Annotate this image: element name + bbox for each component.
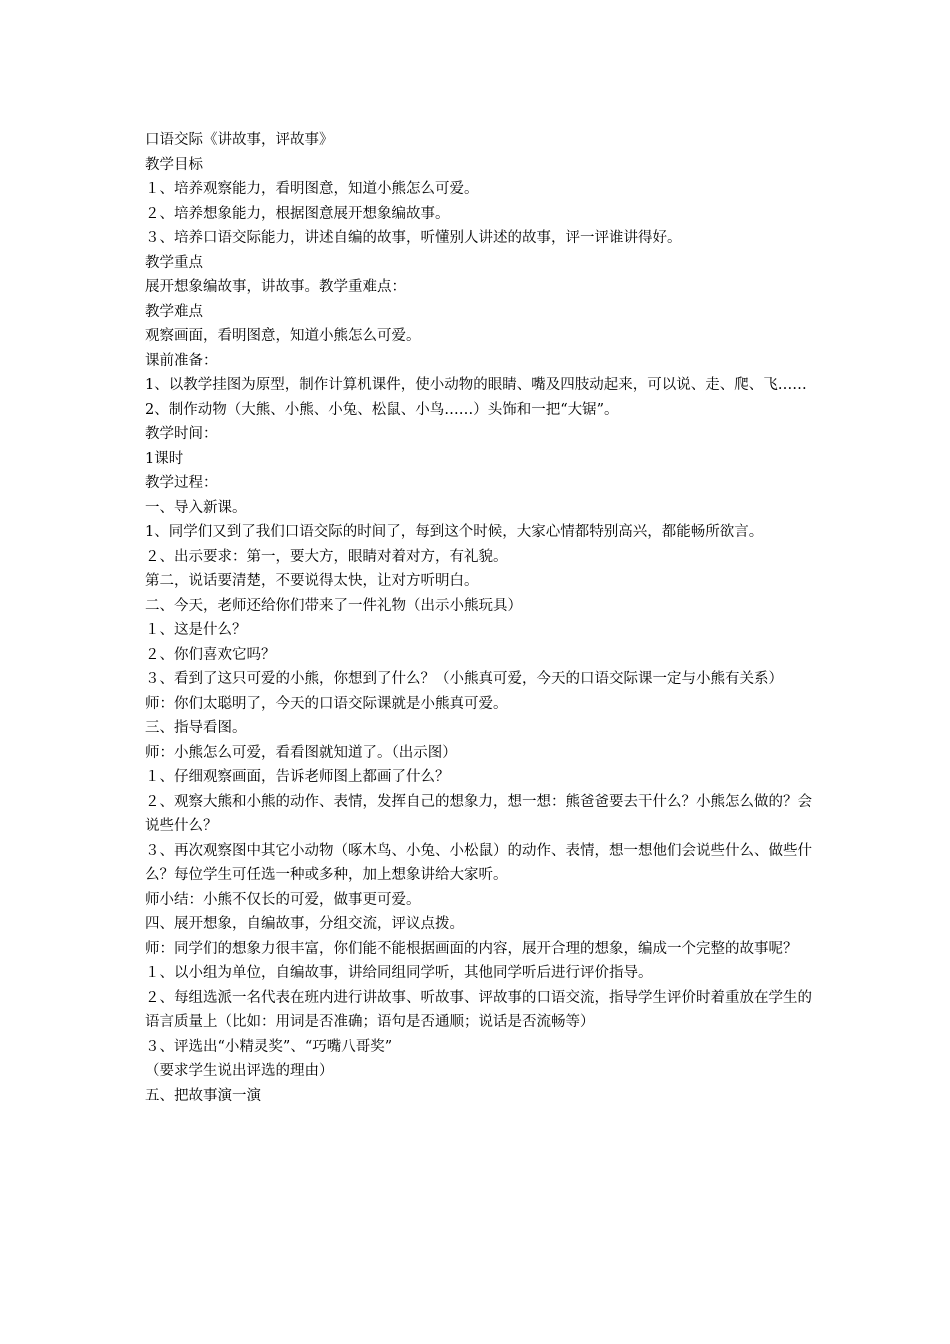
paragraph: ２、你们喜欢它吗？ [145, 646, 276, 663]
paragraph: 师：你们太聪明了，今天的口语交际课就是小熊真可爱。 [145, 695, 508, 712]
section-heading: 教学难点 [145, 303, 203, 320]
paragraph: 展开想象编故事，讲故事。教学重难点： [145, 279, 406, 295]
section-heading: 五、把故事演一演 [145, 1087, 261, 1104]
paragraph: ３、评选出“小精灵奖”、“巧嘴八哥奖” [145, 1038, 393, 1055]
paragraph: ３、培养口语交际能力，讲述自编的故事，听懂别人讲述的故事，评一评谁讲得好。 [145, 230, 682, 246]
paragraph: ３、看到了这只可爱的小熊，你想到了什么？（小熊真可爱，今天的口语交际课一定与小熊有关系） [145, 671, 783, 687]
paragraph: １、仔细观察画面，告诉老师图上都画了什么？ [145, 769, 450, 785]
document-title: 口语交际《讲故事，评故事》 [145, 132, 334, 148]
paragraph: 师：小熊怎么可爱，看看图就知道了。（出示图） [145, 744, 457, 761]
paragraph: 2、制作动物（大熊、小熊、小兔、松鼠、小鸟……）头饰和一把“大锯”。 [145, 401, 619, 418]
section-heading: 教学时间： [145, 426, 218, 442]
document-body [145, 128, 825, 1108]
paragraph: 1、同学们又到了我们口语交际的时间了，每到这个时候，大家心情都特别高兴，都能畅所欲言。 [145, 524, 764, 540]
section-heading: 三、指导看图。 [145, 720, 247, 736]
section-heading: 四、展开想象，自编故事，分组交流，评议点拨。 [145, 916, 464, 932]
paragraph: （要求学生说出评选的理由） [145, 1063, 334, 1079]
section-heading: 一、导入新课。 [145, 499, 247, 516]
paragraph: ２、培养想象能力，根据图意展开想象编故事。 [145, 205, 450, 222]
paragraph: 师：同学们的想象力很丰富，你们能不能根据画面的内容，展开合理的想象，编成一个完整的故事呢？ [145, 940, 798, 957]
paragraph: ２、出示要求：第一，要大方，眼睛对着对方，有礼貌。 [145, 548, 508, 565]
paragraph: １、以小组为单位，自编故事，讲给同组同学听，其他同学听后进行评价指导。 [145, 965, 653, 981]
paragraph: 1、以教学挂图为原型，制作计算机课件，使小动物的眼睛、嘴及四肢动起来，可以说、走、爬、飞…… [145, 377, 807, 393]
section-heading: 教学重点 [145, 254, 203, 271]
paragraph: １、这是什么？ [145, 622, 247, 638]
paragraph: 第二，说话要清楚，不要说得太快，让对方听明白。 [145, 573, 479, 589]
paragraph: ２、观察大熊和小熊的动作、表情，发挥自己的想象力，想一想：熊爸爸要去干什么？小熊怎么做的？会说些什么？ [145, 793, 812, 834]
paragraph: １、培养观察能力，看明图意，知道小熊怎么可爱。 [145, 181, 479, 197]
paragraph: ３、再次观察图中其它小动物（啄木鸟、小兔、小松鼠）的动作、表情，想一想他们会说些什么、做些什么？每位学生可任选一种或多种，加上想象讲给大家听。 [145, 842, 812, 883]
section-heading: 教学过程： [145, 475, 218, 491]
paragraph: ２、每组选派一名代表在班内进行讲故事、听故事、评故事的口语交流，指导学生评价时着重放在学生的语言质量上（比如：用词是否准确；语句是否通顺；说话是否流畅等） [145, 989, 812, 1030]
section-heading: 课前准备： [145, 352, 218, 369]
paragraph: 1课时 [145, 450, 184, 467]
paragraph: 师小结：小熊不仅长的可爱，做事更可爱。 [145, 891, 421, 908]
section-heading: 二、今天，老师还给你们带来了一件礼物（出示小熊玩具） [145, 597, 522, 614]
paragraph: 观察画面，看明图意，知道小熊怎么可爱。 [145, 328, 421, 344]
section-heading: 教学目标 [145, 156, 203, 173]
